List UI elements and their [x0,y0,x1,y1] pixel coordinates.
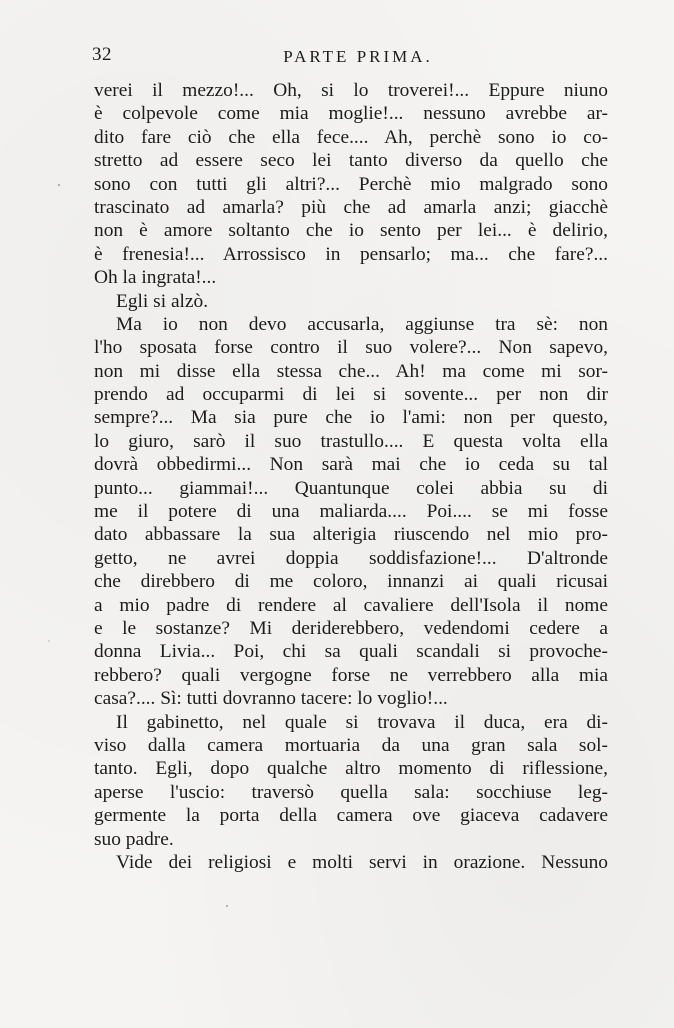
paper-speck [58,184,60,186]
text-line: sono con tutti gli altri?... Perchè mio malgrado sono [94,173,608,195]
text-line: dato abbassare la sua alterigia riuscendo nel mio pro- [94,524,608,546]
text-line: Ma io non devo accusarla, aggiunse tra sè: non [116,313,608,335]
text-line: non è amore soltanto che io sento per lei... è delirio, [94,220,608,242]
running-title: PARTE PRIMA. [283,47,433,66]
text-line: me il potere di una maliarda.... Poi.... se mi fosse [94,501,608,523]
text-line: germente la porta della camera ove giaceva cadavere [94,805,608,827]
paper-speck [226,905,228,907]
text-line: l'ho sposata forse contro il suo volere?... Non sapevo, [94,337,608,359]
text-line: è frenesia!... Arrossisco in pensarlo; ma... che fare?... [94,243,608,265]
text-line: donna Livia... Poi, chi sa quali scandali si provoche- [94,641,608,663]
text-line: dovrà obbedirmi... Non sarà mai che io ceda su tal [94,454,608,476]
text-line: aperse l'uscio: traversò quella sala: socchiuse leg- [94,781,608,803]
text-line: Egli si alzò. [116,290,209,312]
text-line: tanto. Egli, dopo qualche altro momento di riflessione, [94,758,608,780]
text-line: Oh la ingrata!... [94,267,217,289]
text-line: è colpevole come mia moglie!... nessuno avrebbe ar- [94,103,608,125]
text-line: getto, ne avrei doppia soddisfazione!... D'altronde [94,547,608,569]
paper-speck [48,640,50,642]
text-line: casa?.... Sì: tutti dovranno tacere: lo voglio!... [94,688,448,710]
text-line: suo padre. [94,828,174,850]
text-line: Vide dei religiosi e molti servi in orazione. Nessuno [116,851,608,873]
text-line: prendo ad occuparmi di lei si sovente... per non dir [94,384,608,406]
page-header [92,44,606,72]
text-line: non mi disse ella stessa che... Ah! ma come mi sor- [94,360,608,382]
text-line: rebbero? quali vergogne forse ne verrebbero alla mia [94,664,608,686]
page-number: 32 [92,44,112,65]
text-line: e le sostanze? Mi deriderebbero, vedendomi cedere a [94,617,608,639]
text-line: sempre?... Ma sia pure che io l'ami: non per questo, [94,407,608,429]
text-line: viso dalla camera mortuaria da una gran sala sol- [94,734,608,756]
text-line: punto... giammai!... Quantunque colei abbia su di [94,477,608,499]
text-line: lo giuro, sarò il suo trastullo.... E questa volta ella [94,430,608,452]
text-line: Il gabinetto, nel quale si trovava il duca, era di- [116,711,608,733]
body-text [94,79,608,874]
text-line: trascinato ad amarla? più che ad amarla anzi; giacchè [94,196,608,218]
text-line: a mio padre di rendere al cavaliere dell'Isola il nome [94,594,608,616]
text-line: stretto ad essere seco lei tanto diverso da quello che [94,150,608,172]
text-line: che direbbero di me coloro, innanzi ai quali ricusai [94,571,608,593]
text-line: verei il mezzo!... Oh, si lo troverei!... Eppure niuno [94,80,608,101]
text-line: dito fare ciò che ella fece.... Ah, perchè sono io co- [94,126,608,148]
